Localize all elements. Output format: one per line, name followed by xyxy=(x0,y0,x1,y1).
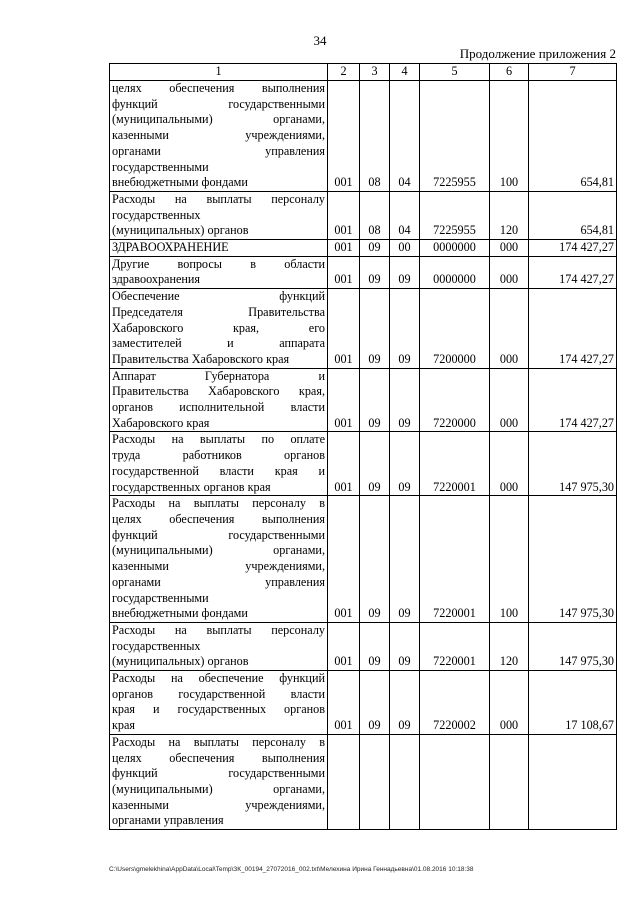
description-line: Председателя Правительства xyxy=(112,304,325,319)
target-code-cell: 7220001 xyxy=(420,432,490,496)
expense-type-code-cell: 120 xyxy=(490,622,529,670)
description-line: Расходы на выплаты персоналу xyxy=(112,622,325,637)
row-description xyxy=(110,81,328,192)
table-row xyxy=(110,622,617,670)
header-cell: 5 xyxy=(420,64,490,81)
section-code-cell: 08 xyxy=(360,191,390,239)
description-line: (муниципальными) органами, xyxy=(112,781,325,796)
amount-cell: 174 427,27 xyxy=(529,256,617,288)
description-line: целях обеспечения выполнения xyxy=(112,511,325,526)
amount-cell: 654,81 xyxy=(529,81,617,192)
description-line: государственными xyxy=(112,159,209,174)
expense-type-code-cell: 000 xyxy=(490,240,529,257)
target-code-cell: 7220001 xyxy=(420,496,490,623)
target-code-cell xyxy=(420,734,490,829)
description-line: Расходы на выплаты персоналу xyxy=(112,191,325,206)
expense-type-code-cell: 000 xyxy=(490,256,529,288)
description-line: государственными xyxy=(112,590,209,605)
header-cell: 2 xyxy=(328,64,360,81)
target-code-cell: 0000000 xyxy=(420,240,490,257)
row-description xyxy=(110,496,328,623)
continuation-label: Продолжение приложения 2 xyxy=(459,46,616,61)
amount-cell: 174 427,27 xyxy=(529,240,617,257)
target-code-cell: 0000000 xyxy=(420,256,490,288)
description-line: целях обеспечения выполнения xyxy=(112,750,325,765)
header-row xyxy=(110,64,617,81)
subsection-code-cell: 04 xyxy=(390,81,420,192)
header-cell: 3 xyxy=(360,64,390,81)
subsection-code-cell: 09 xyxy=(390,432,420,496)
ministry-code-cell: 001 xyxy=(328,256,360,288)
section-code-cell: 09 xyxy=(360,622,390,670)
expense-type-code-cell xyxy=(490,734,529,829)
description-line: органами управления xyxy=(112,813,224,828)
section-code-cell: 09 xyxy=(360,671,390,735)
description-line: Хабаровского края xyxy=(112,415,210,430)
description-line: казенными учреждениями, xyxy=(112,559,325,574)
description-line: казенными учреждениями, xyxy=(112,797,325,812)
section-code-cell: 09 xyxy=(360,432,390,496)
section-code-cell: 09 xyxy=(360,240,390,257)
header-cell: 1 xyxy=(110,64,328,81)
row-description xyxy=(110,368,328,432)
table-row xyxy=(110,191,617,239)
row-description xyxy=(110,432,328,496)
amount-cell: 147 975,30 xyxy=(529,496,617,623)
ministry-code-cell: 001 xyxy=(328,191,360,239)
description-line: внебюджетными фондами xyxy=(112,606,248,621)
table-row xyxy=(110,734,617,829)
description-line: функций государственными xyxy=(112,766,325,781)
target-code-cell: 7220000 xyxy=(420,368,490,432)
description-line: Обеспечение функций xyxy=(112,289,325,304)
description-line: функций государственными xyxy=(112,527,325,542)
description-line: Аппарат Губернатора и xyxy=(112,368,325,383)
section-code-cell: 09 xyxy=(360,289,390,369)
ministry-code-cell: 001 xyxy=(328,432,360,496)
expense-type-code-cell: 120 xyxy=(490,191,529,239)
amount-cell: 147 975,30 xyxy=(529,432,617,496)
description-line: Правительства Хабаровского края, xyxy=(112,384,325,399)
row-description xyxy=(110,734,328,829)
description-line: целях обеспечения выполнения xyxy=(112,81,325,95)
table-row xyxy=(110,81,617,192)
table-row xyxy=(110,671,617,735)
description-line: Расходы на выплаты по оплате xyxy=(112,432,325,447)
subsection-code-cell: 09 xyxy=(390,289,420,369)
table-row xyxy=(110,289,617,369)
ministry-code-cell: 001 xyxy=(328,368,360,432)
subsection-code-cell: 09 xyxy=(390,496,420,623)
row-description xyxy=(110,256,328,288)
header-cell: 4 xyxy=(390,64,420,81)
description-line: органами управления xyxy=(112,143,325,158)
target-code-cell: 7220001 xyxy=(420,622,490,670)
expense-type-code-cell: 000 xyxy=(490,671,529,735)
amount-cell: 147 975,30 xyxy=(529,622,617,670)
section-code-cell: 09 xyxy=(360,368,390,432)
subsection-code-cell: 09 xyxy=(390,622,420,670)
amount-cell: 174 427,27 xyxy=(529,368,617,432)
description-line: труда работников органов xyxy=(112,448,325,463)
table-row xyxy=(110,432,617,496)
section-code-cell: 08 xyxy=(360,81,390,192)
subsection-code-cell: 09 xyxy=(390,256,420,288)
page-number: 34 xyxy=(313,33,327,48)
description-line: государственных органов края xyxy=(112,479,271,494)
target-code-cell: 7200000 xyxy=(420,289,490,369)
row-description xyxy=(110,622,328,670)
row-description xyxy=(110,240,328,257)
description-line: Другие вопросы в области xyxy=(112,256,325,271)
expense-type-code-cell: 000 xyxy=(490,432,529,496)
subsection-code-cell: 04 xyxy=(390,191,420,239)
description-line: Правительства Хабаровского края xyxy=(112,351,290,366)
row-description xyxy=(110,671,328,735)
description-line: государственных xyxy=(112,207,201,222)
description-line: заместителей и аппарата xyxy=(112,336,325,351)
ministry-code-cell: 001 xyxy=(328,671,360,735)
table-row xyxy=(110,256,617,288)
description-line: (муниципальных) органов xyxy=(112,223,249,238)
amount-cell xyxy=(529,734,617,829)
subsection-code-cell: 00 xyxy=(390,240,420,257)
description-line: функций государственными xyxy=(112,96,325,111)
ministry-code-cell: 001 xyxy=(328,622,360,670)
target-code-cell: 7225955 xyxy=(420,191,490,239)
amount-cell: 17 108,67 xyxy=(529,671,617,735)
description-line: государственной власти края и xyxy=(112,463,325,478)
header-cell: 6 xyxy=(490,64,529,81)
table-row xyxy=(110,496,617,623)
header-cell: 7 xyxy=(529,64,617,81)
table-row xyxy=(110,368,617,432)
description-line: Хабаровского края, его xyxy=(112,320,325,335)
ministry-code-cell xyxy=(328,734,360,829)
budget-table xyxy=(109,63,617,830)
description-line: органами управления xyxy=(112,574,325,589)
expense-type-code-cell: 100 xyxy=(490,496,529,623)
section-code-cell: 09 xyxy=(360,496,390,623)
subsection-code-cell xyxy=(390,734,420,829)
subsection-code-cell: 09 xyxy=(390,671,420,735)
ministry-code-cell: 001 xyxy=(328,289,360,369)
description-line: здравоохранения xyxy=(112,272,201,287)
description-line: (муниципальных) органов xyxy=(112,654,249,669)
expense-type-code-cell: 000 xyxy=(490,368,529,432)
description-line: органов исполнительной власти xyxy=(112,400,325,415)
description-line: края xyxy=(112,718,136,733)
description-line: (муниципальными) органами, xyxy=(112,543,325,558)
description-line: внебюджетными фондами xyxy=(112,175,248,190)
description-line: ЗДРАВООХРАНЕНИЕ xyxy=(112,240,229,255)
section-code-cell xyxy=(360,734,390,829)
target-code-cell: 7225955 xyxy=(420,81,490,192)
description-line: Расходы на обеспечение функций xyxy=(112,671,325,686)
table-row xyxy=(110,240,617,257)
description-line: (муниципальными) органами, xyxy=(112,112,325,127)
description-line: Расходы на выплаты персоналу в xyxy=(112,734,325,749)
description-line: органов государственной власти xyxy=(112,686,325,701)
row-description xyxy=(110,191,328,239)
target-code-cell: 7220002 xyxy=(420,671,490,735)
description-line: казенными учреждениями, xyxy=(112,128,325,143)
expense-type-code-cell: 100 xyxy=(490,81,529,192)
description-line: Расходы на выплаты персоналу в xyxy=(112,496,325,511)
row-description xyxy=(110,289,328,369)
description-line: государственных xyxy=(112,638,201,653)
description-line: края и государственных органов xyxy=(112,702,325,717)
ministry-code-cell: 001 xyxy=(328,81,360,192)
ministry-code-cell: 001 xyxy=(328,240,360,257)
section-code-cell: 09 xyxy=(360,256,390,288)
subsection-code-cell: 09 xyxy=(390,368,420,432)
file-path-footer: C:\Users\gmelekhina\AppData\Local\Temp\ЗК_00194_27072016_002.txt\Мелехина Ирина Геннадьевна\01.08.2016 10:18:38 xyxy=(109,866,474,873)
amount-cell: 654,81 xyxy=(529,191,617,239)
amount-cell: 174 427,27 xyxy=(529,289,617,369)
ministry-code-cell: 001 xyxy=(328,496,360,623)
expense-type-code-cell: 000 xyxy=(490,289,529,369)
